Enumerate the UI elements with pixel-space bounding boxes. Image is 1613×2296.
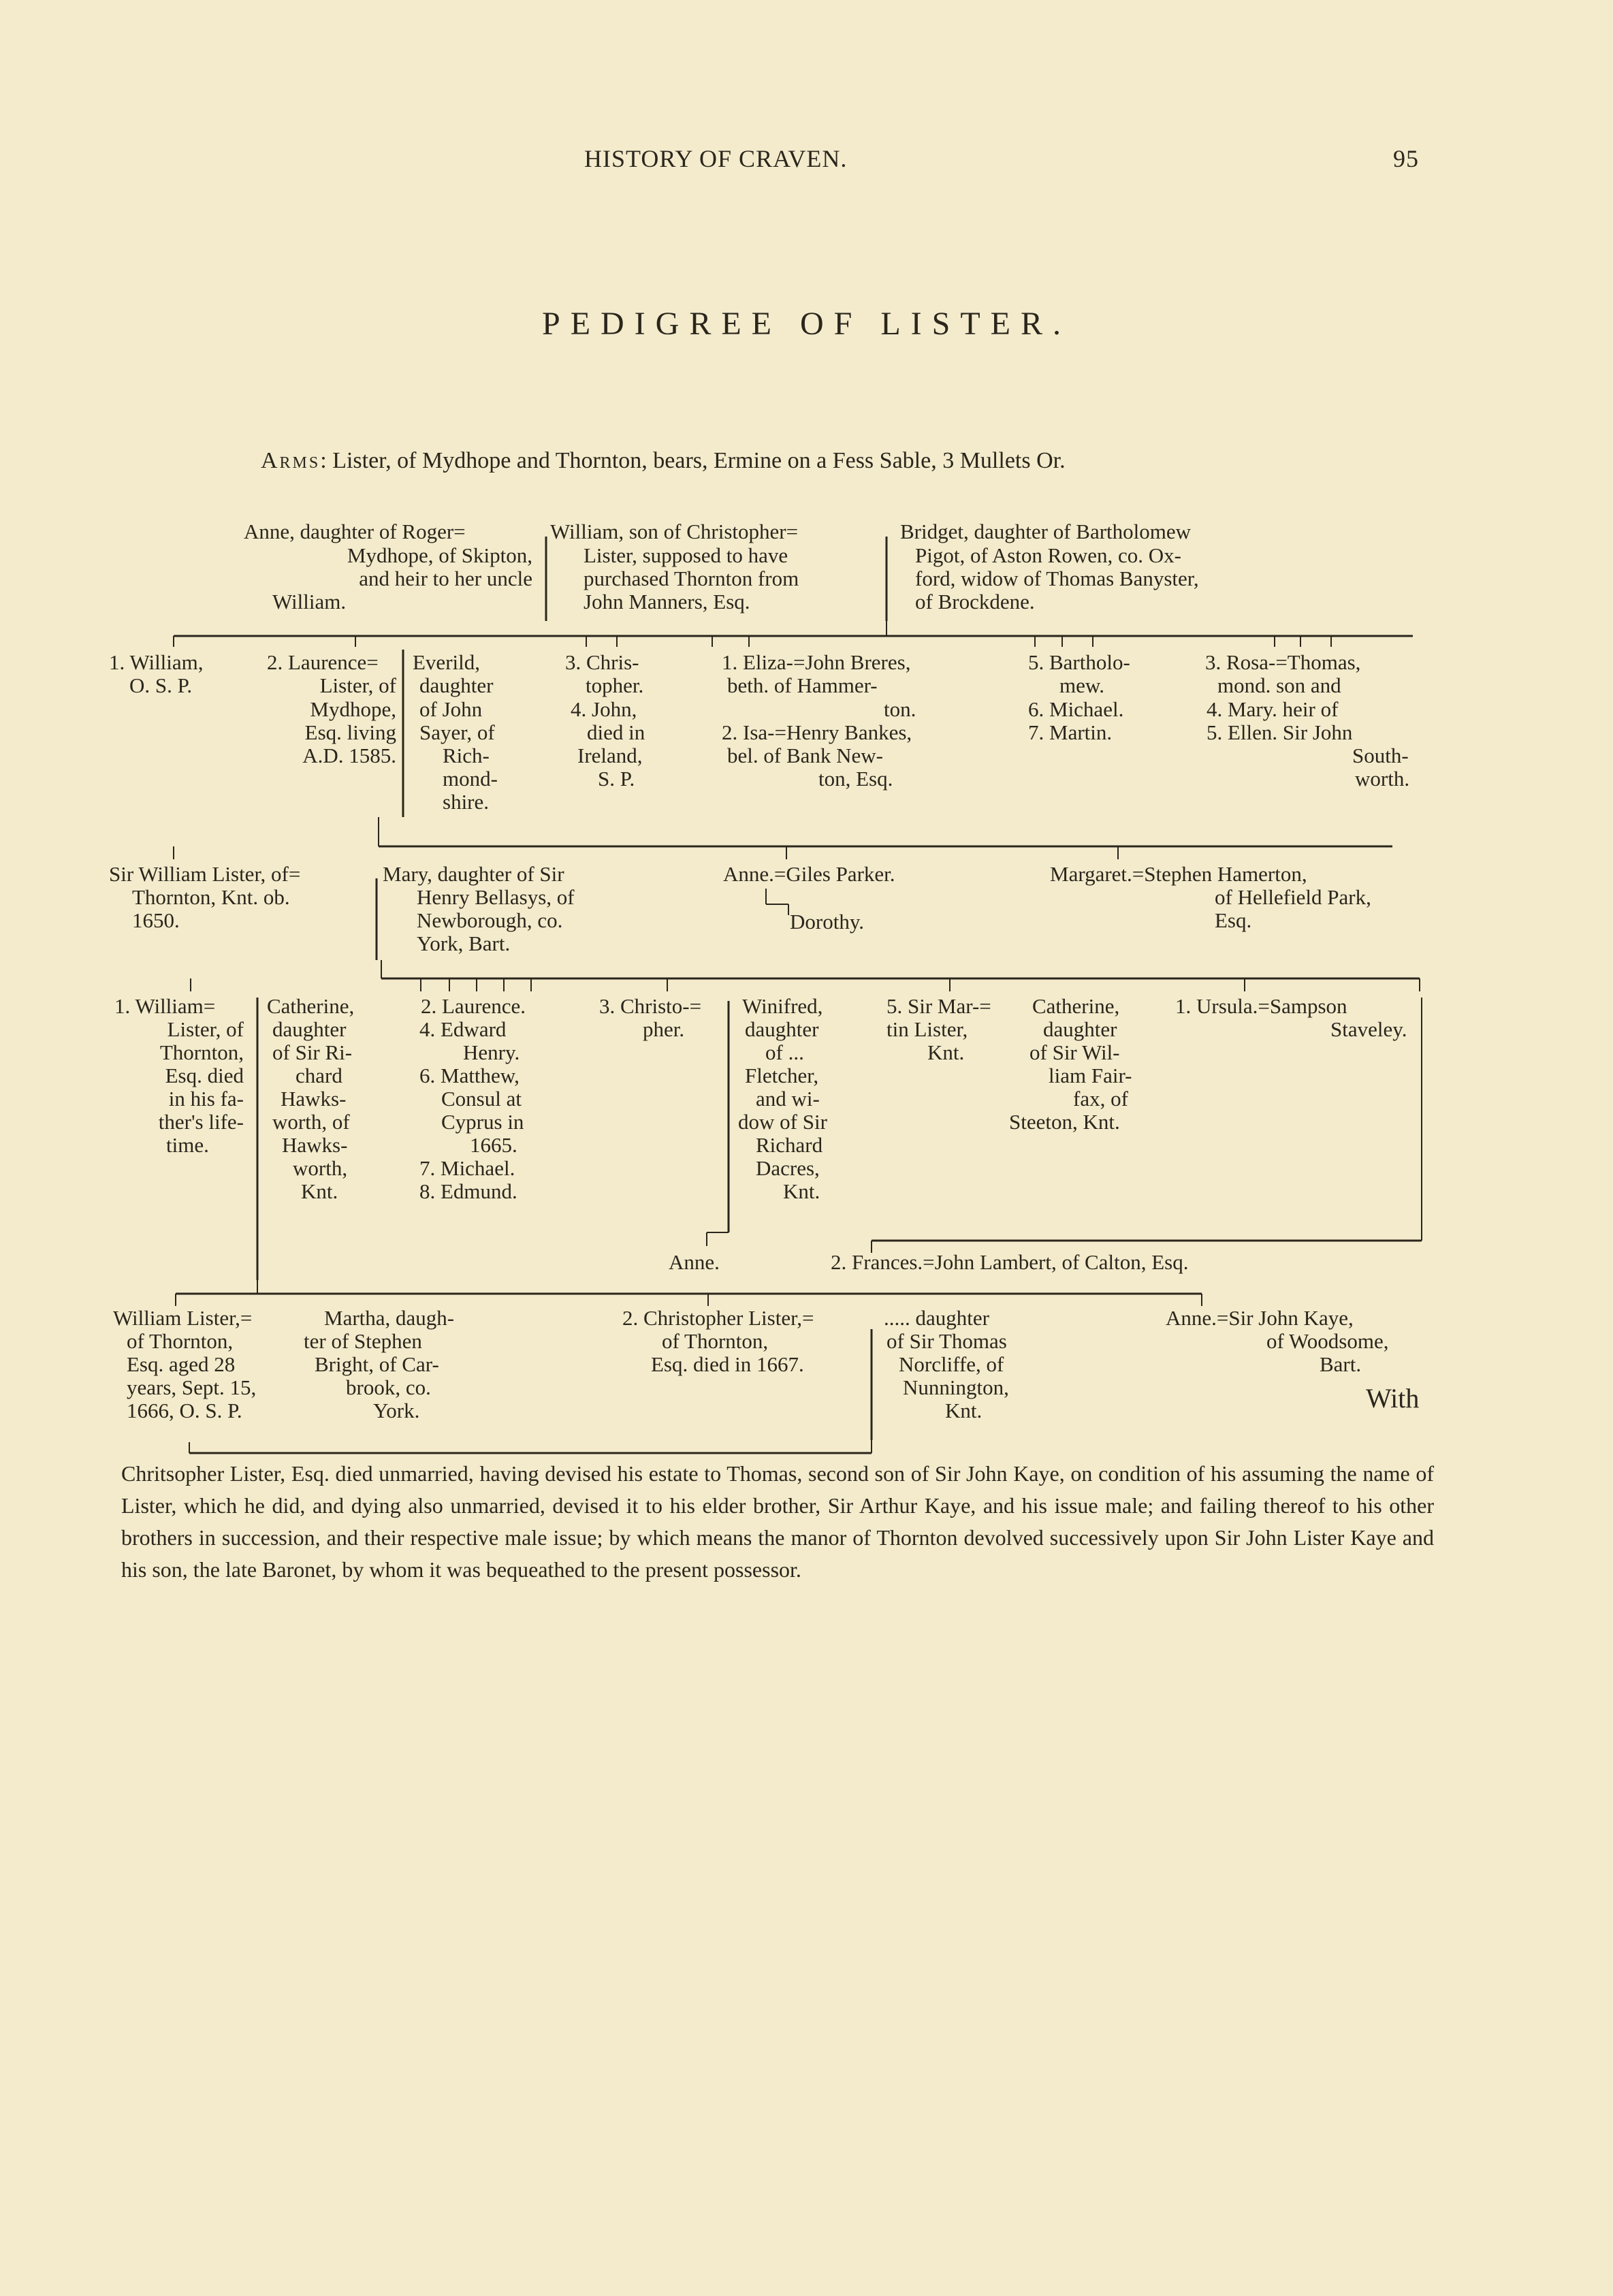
gen3-anne: Anne.=Giles Parker. (723, 862, 895, 886)
page-number: 95 (1393, 145, 1419, 172)
running-title: HISTORY OF CRAVEN. (584, 145, 848, 172)
gen4-frances: 2. Frances.=John Lambert, of Calton, Esq. (831, 1250, 1189, 1274)
gen4-anne: Anne. (669, 1250, 720, 1274)
gen3-dorothy: Dorothy. (790, 910, 865, 934)
page-title: PEDIGREE OF LISTER. (542, 306, 1071, 342)
arms-text: : Lister, of Mydhope and Thornton, bears, Ermine on a Fess Sable, 3 Mullets Or. (320, 448, 1066, 473)
catchword: With (1366, 1383, 1420, 1414)
arms-label: Arms (261, 448, 321, 473)
explanatory-paragraph: Chritsopher Lister, Esq. died unmarried, having devised his estate to Thomas, second son of Sir John Kaye, on condition of his assuming the name of Lister, which he did, and dying also unmarried, devised it to his elder brother, Sir Arthur Kaye, and his issue male; and failing thereof to his other brothers in succession, and their respective male issue; by which means the manor of Thornton devolved successively upon Sir John Lister Kaye and his son, the late Baronet, by whom it was bequeathed to the present possessor. (121, 1461, 1434, 1582)
